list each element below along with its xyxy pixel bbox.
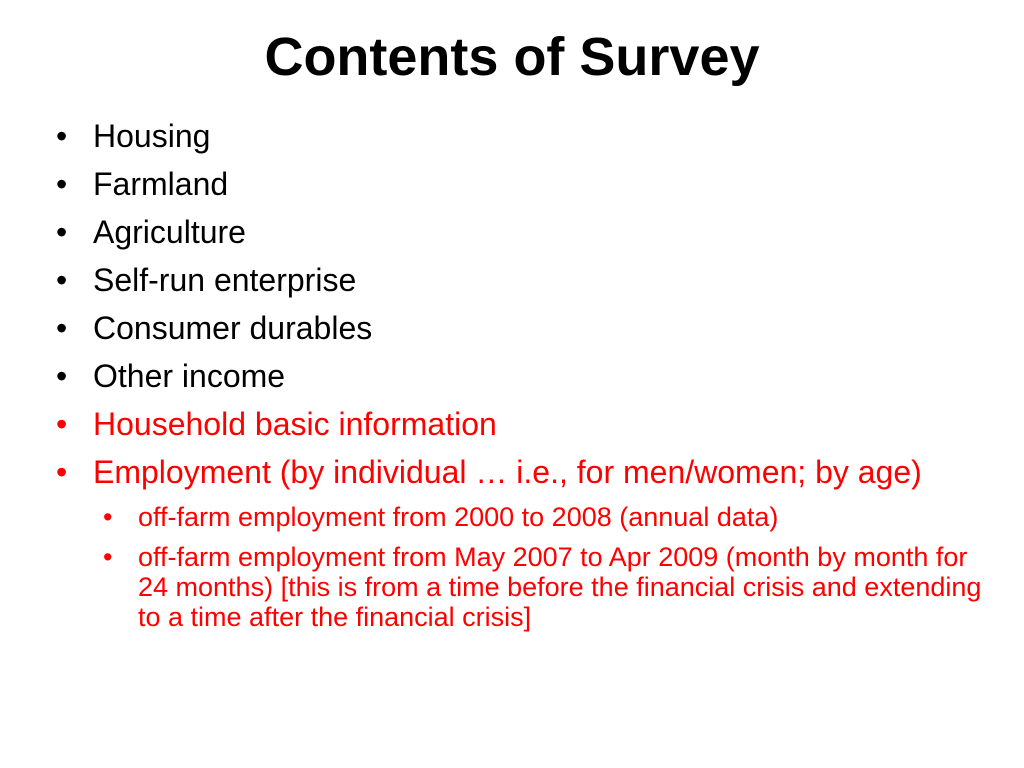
list-item-other-income: [56, 358, 996, 394]
list-item-label: Housing: [93, 118, 211, 154]
bullet-list: [56, 118, 996, 644]
bullet-icon: •: [56, 166, 68, 202]
list-item-housing: [56, 118, 996, 154]
slide-title: Contents of Survey: [264, 27, 760, 87]
bullet-icon: •: [56, 310, 68, 346]
list-item-label: Household basic information: [93, 406, 497, 442]
list-item-label: Employment (by individual … i.e., for men/women; by age): [93, 454, 922, 490]
bullet-icon: •: [56, 118, 68, 154]
sub-bullet-list: [93, 502, 996, 632]
bullet-icon: •: [56, 406, 68, 442]
sub-bullet-icon: •: [103, 502, 113, 532]
list-item-employment: [56, 454, 996, 632]
list-item-agriculture: [56, 214, 996, 250]
list-item-label: Farmland: [93, 166, 229, 202]
list-item-consumer-durables: [56, 310, 996, 346]
sub-list-item-label: off-farm employment from 2000 to 2008 (annual data): [138, 502, 779, 532]
sub-list-item-annual-data: [93, 502, 996, 532]
bullet-icon: •: [56, 214, 68, 250]
sub-bullet-icon: •: [103, 542, 113, 572]
list-item-self-run-enterprise: [56, 262, 996, 298]
bullet-icon: •: [56, 454, 68, 490]
list-item-label: Consumer durables: [93, 310, 373, 346]
list-item-label: Agriculture: [93, 214, 246, 250]
bullet-icon: •: [56, 262, 68, 298]
list-item-label: Self-run enterprise: [93, 262, 357, 298]
sub-list-item-label: off-farm employment from May 2007 to Apr 2009 (month by month for 24 months) [this is from a time before the financial crisis and extending to a time after the financial crisis]: [138, 542, 982, 632]
list-item-household-basic-information: [56, 406, 996, 442]
sub-list-item-monthly-data: [93, 542, 996, 632]
list-item-label: Other income: [93, 358, 286, 394]
list-item-farmland: [56, 166, 996, 202]
bullet-icon: •: [56, 358, 68, 394]
